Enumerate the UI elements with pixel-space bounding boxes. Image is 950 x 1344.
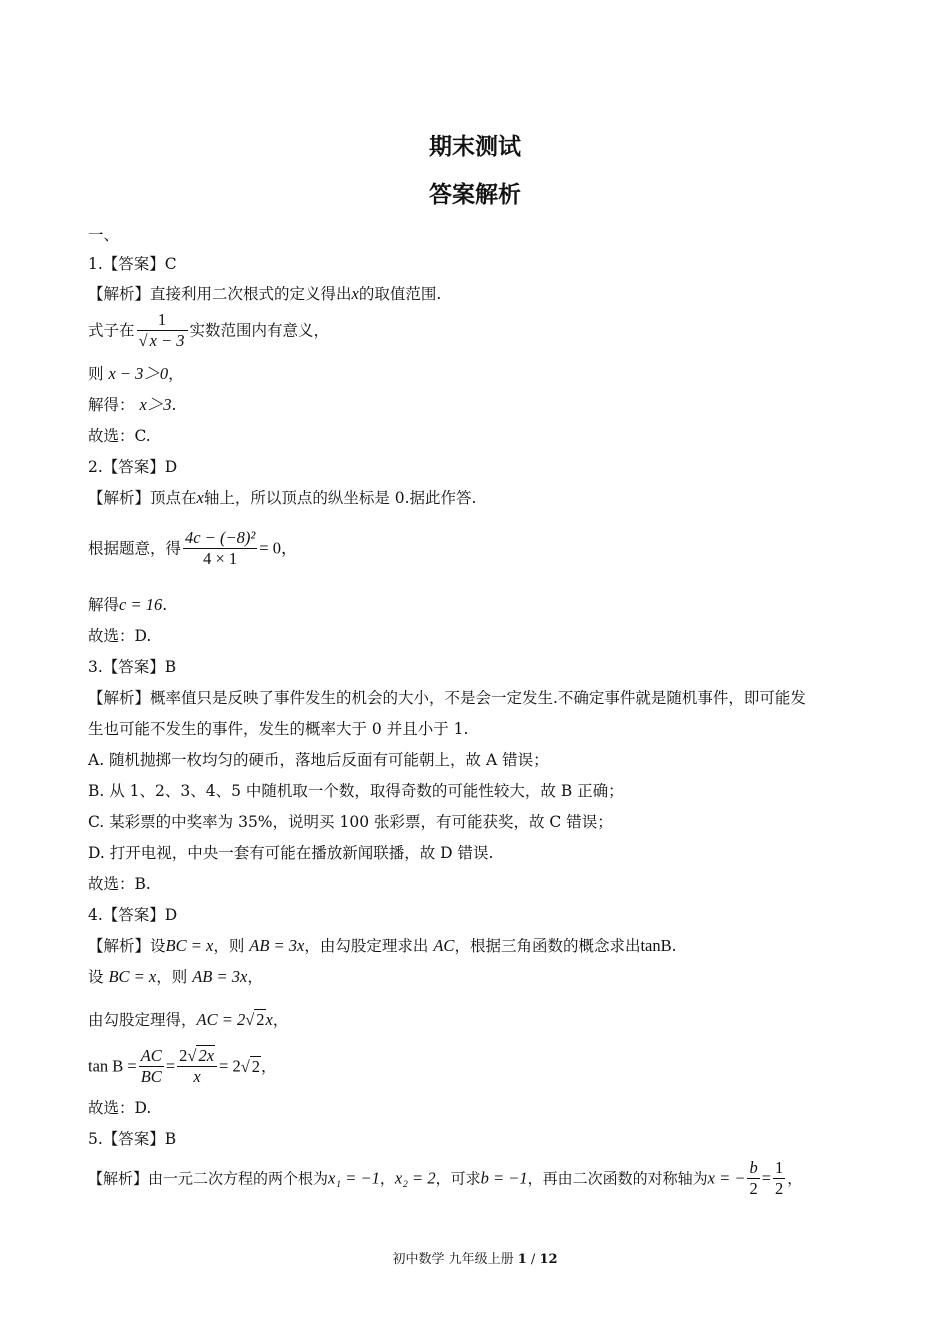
q1-l3-text: 解得：	[88, 396, 135, 414]
q2-l1-text: 根据题意，得	[88, 539, 182, 558]
q4-f1-num: AC	[140, 1046, 162, 1065]
q4-l1-e2: AB = 3x	[192, 967, 248, 986]
q5-f2-num: 1	[775, 1158, 784, 1177]
q3-analysis-1: 【解析】概率值只是反映了事件发生的机会的大小，不是会一定发生.不确定事件就是随机事件，即可能发	[88, 689, 806, 707]
q3-analysis-2: 生也可能不发生的事件，发生的概率大于 0 并且小于 1.	[88, 720, 469, 738]
q4-l1-b: ，则	[156, 968, 188, 986]
q5-f1-num: b	[749, 1158, 758, 1177]
q1-analysis-var: x	[351, 284, 359, 303]
q2-line-1	[88, 528, 297, 569]
q1-frac-radicand: x − 3	[149, 331, 185, 350]
q3-answer: 3.【答案】B	[88, 658, 177, 676]
q3-option-a: A. 随机抛掷一枚均匀的硬币，落地后反面有可能朝上，故 A 错误；	[88, 751, 549, 769]
q2-fraction	[183, 528, 257, 569]
q5-a3: ，可求	[435, 1169, 481, 1188]
q4-an-c: ，由勾股定理求出	[304, 937, 429, 955]
q4-an-e2: AB = 3x	[249, 936, 305, 955]
q1-analysis-text: 【解析】直接利用二次根式的定义得出	[88, 285, 352, 303]
q1-frac-num: 1	[137, 310, 188, 331]
q2-analysis-var: x	[196, 488, 204, 507]
q1-line-2	[88, 364, 184, 384]
q1-answer: 1.【答案】C	[88, 255, 177, 273]
q1-l3-expr: x＞3	[139, 395, 172, 414]
q2-l2-end: .	[162, 596, 168, 614]
q1-line-1	[88, 310, 329, 351]
q5-answer: 5.【答案】B	[88, 1130, 177, 1148]
q5-analysis	[88, 1158, 802, 1199]
q4-l2-sqrt: √ 2	[245, 1010, 265, 1029]
footer-separator: /	[530, 1252, 536, 1267]
q2-answer: 2.【答案】D	[88, 458, 178, 476]
q4-fraction-2: $\frac{2√ 2x}{x}$	[177, 1046, 217, 1087]
q4-l3-tan: tan B =	[88, 1056, 137, 1076]
q1-l2-expr: x − 3＞0	[108, 364, 169, 383]
q4-an-end: .	[671, 937, 677, 955]
q5-e1: x₁ = −1	[328, 1168, 380, 1188]
q4-an-d: ，根据三角函数的概念求出	[454, 937, 641, 955]
q2-analysis-text-end: 轴上，所以顶点的纵坐标是 0.据此作答.	[203, 489, 477, 507]
q5-f2-den: 2	[775, 1179, 784, 1198]
q2-analysis-text: 【解析】顶点在	[88, 489, 197, 507]
q5-a2: ，	[379, 1169, 395, 1188]
q3-choose: 故选：B.	[88, 875, 151, 893]
q2-l1-after: = 0，	[259, 538, 298, 558]
q4-l2-var: x	[265, 1010, 273, 1029]
q1-l1-text: 式子在	[88, 321, 135, 340]
q4-an-e4: tanB	[640, 936, 672, 955]
q1-l1-after: 实数范围内有意义，	[189, 321, 330, 340]
q4-line-2	[88, 1010, 288, 1030]
q4-f2-num-rad: 2x	[198, 1046, 215, 1065]
q4-f2-den: x	[193, 1067, 201, 1086]
q1-analysis	[88, 284, 441, 304]
q2-frac-num: 4c − (−8)²	[185, 528, 256, 547]
q4-choose: 故选：D.	[88, 1099, 152, 1117]
q4-analysis	[88, 936, 677, 956]
q2-choose: 故选：D.	[88, 627, 152, 645]
q5-e4: x = −	[707, 1168, 746, 1188]
q4-l1-e1: BC = x	[108, 967, 157, 986]
footer-page-number: 1	[517, 1252, 527, 1267]
q4-l3-eq: =	[165, 1056, 176, 1076]
q4-line-1	[88, 967, 263, 987]
q4-fraction-1	[139, 1046, 164, 1087]
section-heading: 一、	[88, 226, 120, 244]
q4-an-b: ，则	[213, 937, 245, 955]
q4-an-e3: AC	[433, 936, 455, 955]
q4-l3-end: ，	[261, 1057, 277, 1076]
q4-an-e1: BC = x	[165, 936, 214, 955]
q1-analysis-text-end: 的取值范围.	[358, 285, 442, 303]
q1-l2-text: 则	[88, 365, 104, 383]
q4-l2-a: 由勾股定理得，	[88, 1011, 197, 1029]
q1-line-3	[88, 395, 176, 415]
q4-answer: 4.【答案】D	[88, 906, 178, 924]
q5-eq: =	[761, 1168, 772, 1188]
q5-a1: 【解析】由一元二次方程的两个根为	[88, 1169, 329, 1188]
q1-fraction: $\frac{1}{√ x - 3}$	[137, 310, 188, 351]
q4-f2-num-pre: 2	[179, 1046, 188, 1065]
q4-l3-res: = 2	[219, 1056, 241, 1076]
q5-f1-den: 2	[749, 1179, 758, 1198]
q4-line-3	[88, 1046, 277, 1087]
q4-l1-a: 设	[88, 968, 104, 986]
q1-l2-end: ，	[168, 365, 184, 383]
q5-fraction-2	[773, 1158, 785, 1199]
q2-l2-expr: c = 16	[119, 595, 163, 614]
q1-l3-end: .	[171, 396, 177, 414]
q5-e2: x₂ = 2	[394, 1168, 436, 1188]
q4-l1-c: ，	[247, 968, 263, 986]
q5-fraction-1	[747, 1158, 759, 1199]
footer-total-pages: 12	[539, 1252, 558, 1267]
q3-option-b: B. 从 1、2、3、4、5 中随机取一个数，取得奇数的可能性较大，故 B 正确；	[88, 782, 624, 800]
q1-choose: 故选：C.	[88, 427, 151, 445]
q2-analysis	[88, 488, 477, 508]
q2-line-2	[88, 595, 167, 615]
footer-label: 初中数学 九年级上册	[392, 1252, 514, 1267]
q3-option-c: C. 某彩票的中奖率为 35%，说明买 100 张彩票，有可能获奖，故 C 错误；	[88, 813, 613, 831]
page-subtitle: 答案解析	[429, 182, 521, 208]
q2-frac-den: 4 × 1	[203, 549, 238, 568]
q4-l2-expr: AC = 2	[196, 1010, 246, 1029]
q5-end: ，	[787, 1169, 803, 1188]
q4-l2-radicand: 2	[256, 1010, 265, 1029]
q4-f1-den: BC	[140, 1067, 162, 1086]
q4-an-a: 【解析】设	[88, 937, 166, 955]
page-footer	[0, 1248, 950, 1267]
q3-option-d: D. 打开电视，中央一套有可能在播放新闻联播，故 D 错误.	[88, 844, 494, 862]
q5-a4: ，再由二次函数的对称轴为	[527, 1169, 708, 1188]
page-title: 期末测试	[429, 134, 521, 160]
q4-l3-res-rad: 2	[251, 1056, 261, 1076]
q5-e3: b = −1	[480, 1168, 528, 1188]
q4-l2-end: ，	[272, 1011, 289, 1029]
q2-l2-text: 解得	[88, 596, 120, 614]
q4-l3-sqrt: √ 2	[240, 1056, 261, 1076]
